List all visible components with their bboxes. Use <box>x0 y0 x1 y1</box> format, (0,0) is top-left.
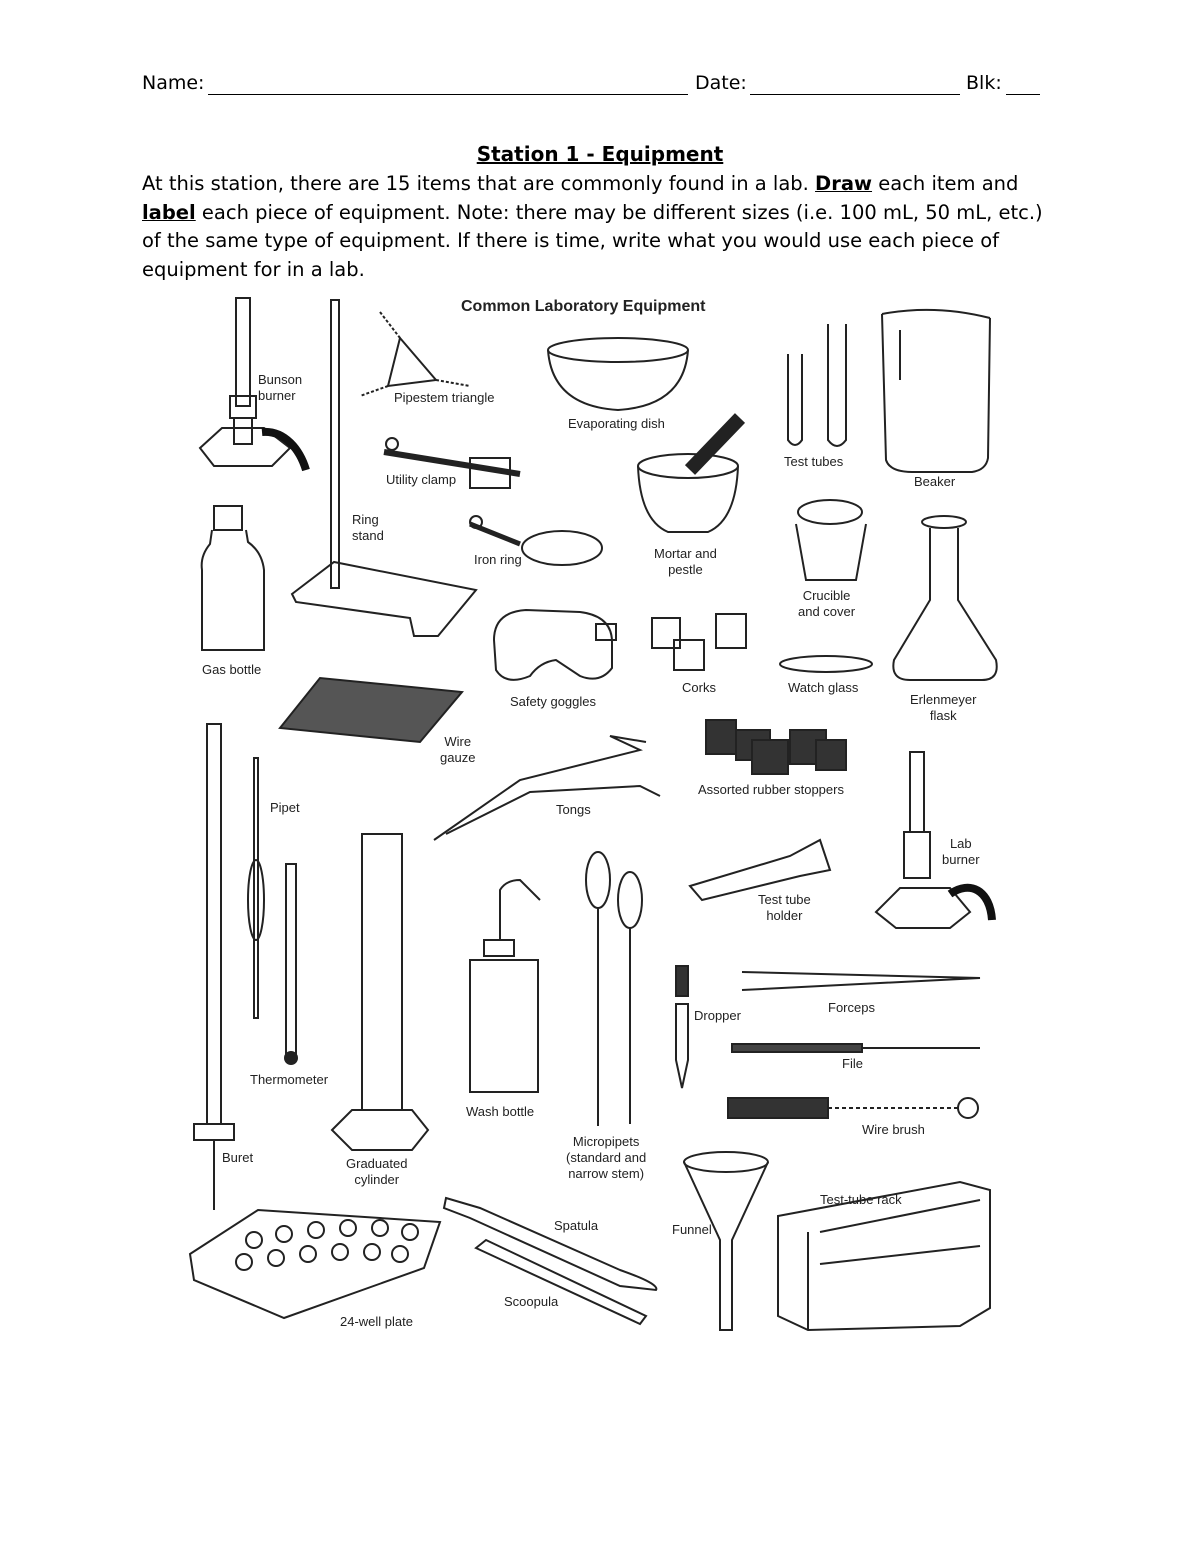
micropipets-drawing <box>586 852 642 1126</box>
label-rubber-stoppers: Assorted rubber stoppers <box>698 782 844 797</box>
pipet-drawing <box>248 758 264 1018</box>
erlenmeyer-flask-drawing <box>893 516 996 680</box>
label-lab-burner: Lab burner <box>942 836 980 867</box>
label-thermometer: Thermometer <box>250 1072 329 1087</box>
spatula-drawing <box>444 1198 656 1290</box>
label-spatula: Spatula <box>554 1218 599 1233</box>
test-tube-holder-drawing <box>690 840 830 900</box>
label-pipet: Pipet <box>270 800 300 815</box>
intro-label-keyword: label <box>142 200 196 224</box>
label-funnel: Funnel <box>672 1222 712 1237</box>
file-drawing <box>732 1044 980 1052</box>
corks-drawing <box>652 614 746 670</box>
intro-text-2: each item and <box>872 172 1019 195</box>
scoopula-drawing <box>476 1240 646 1324</box>
crucible-drawing <box>796 500 866 580</box>
label-ring-stand: Ring stand <box>352 512 384 543</box>
funnel-drawing <box>684 1152 768 1330</box>
label-scoopula: Scoopula <box>504 1294 559 1309</box>
label-tongs: Tongs <box>556 802 591 817</box>
label-test-tube-rack: Test-tube rack <box>820 1192 902 1207</box>
wire-brush-drawing <box>728 1098 978 1118</box>
pipestem-triangle-drawing <box>360 312 470 396</box>
label-buret: Buret <box>222 1150 254 1165</box>
beaker-drawing <box>882 310 990 472</box>
intro-draw-keyword: Draw <box>815 172 873 195</box>
label-dropper: Dropper <box>694 1008 741 1023</box>
label-erlenmeyer-flask: Erlenmeyer flask <box>910 692 977 723</box>
evaporating-dish-drawing <box>548 338 688 410</box>
label-wire-gauze: Wire gauze <box>440 734 476 765</box>
label-micropipets: Micropipets (standard and narrow stem) <box>566 1134 647 1181</box>
safety-goggles-drawing <box>494 610 616 680</box>
date-label: Date: <box>695 72 747 94</box>
intro-text-3: each piece of equipment. Note: there may be different sizes (i.e. 100 mL, 50 mL, etc.) of the same type of equipment. If there is time, write what you would use each piece of equipment for in a lab. <box>142 200 1043 281</box>
label-mortar-pestle: Mortar and pestle <box>654 546 717 577</box>
graduated-cylinder-drawing <box>332 834 428 1150</box>
intro-text-1: At this station, there are 15 items that are commonly found in a lab. <box>142 172 816 195</box>
label-wash-bottle: Wash bottle <box>466 1104 535 1119</box>
label-file: File <box>842 1056 863 1071</box>
label-beaker: Beaker <box>914 474 956 489</box>
label-test-tube-holder: Test tube holder <box>758 892 811 923</box>
mortar-pestle-drawing <box>638 418 740 532</box>
label-watch-glass: Watch glass <box>788 680 859 695</box>
label-well-plate: 24-well plate <box>340 1314 413 1329</box>
wire-gauze-drawing <box>280 678 462 742</box>
gas-bottle-drawing <box>202 506 264 650</box>
label-test-tubes: Test tubes <box>784 454 844 469</box>
name-label: Name: <box>142 72 205 94</box>
label-wire-brush: Wire brush <box>862 1122 925 1137</box>
label-evaporating-dish: Evaporating dish <box>568 416 665 431</box>
figure-title: Common Laboratory Equipment <box>461 298 706 315</box>
label-utility-clamp: Utility clamp <box>386 472 457 487</box>
ring-stand-drawing <box>292 300 476 636</box>
test-tubes-drawing <box>788 324 846 446</box>
buret-drawing <box>194 724 234 1210</box>
label-gas-bottle: Gas bottle <box>202 662 262 677</box>
label-bunsen-burner: Bunson burner <box>258 372 303 403</box>
rubber-stoppers-drawing <box>706 720 846 774</box>
wash-bottle-drawing <box>470 880 540 1092</box>
thermometer-drawing <box>285 864 297 1064</box>
watch-glass-drawing <box>780 656 872 672</box>
label-pipestem-triangle: Pipestem triangle <box>394 390 495 405</box>
label-crucible: Crucible and cover <box>798 588 856 619</box>
forceps-drawing <box>742 972 980 990</box>
label-forceps: Forceps <box>828 1000 875 1015</box>
well-plate-drawing <box>190 1210 440 1318</box>
label-graduated-cylinder: Graduated cylinder <box>346 1156 408 1187</box>
label-corks: Corks <box>682 680 716 695</box>
label-iron-ring: Iron ring <box>474 552 522 567</box>
blk-label: Blk: <box>966 72 1002 94</box>
dropper-drawing <box>676 966 688 1088</box>
label-safety-goggles: Safety goggles <box>510 694 597 709</box>
station-title: Station 1 - Equipment <box>476 142 724 166</box>
